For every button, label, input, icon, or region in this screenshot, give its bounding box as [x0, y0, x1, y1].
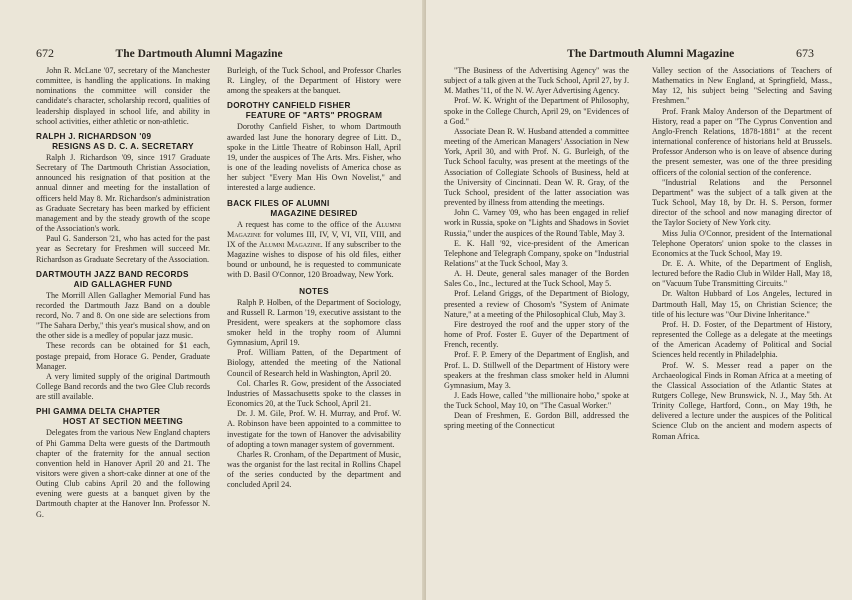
note-item: Col. Charles R. Gow, president of the Associated Industries of Massachusetts spoke to the classes in Economics 20, at the Tuck School, April 21.: [227, 378, 401, 409]
note-item: Prof. F. P. Emery of the Department of English, and Prof. L. D. Stillwell of the Department of History were speakers at the freshman class smoker held in Alumni Gymnasium, May 3.: [444, 350, 629, 390]
note-item: "Industrial Relations and the Personnel Department" was the subject of a talk given at the Tuck School, May 18, by Dr. H. S. Person, former director of the school and now managing director of the Taylor Society of New York city.: [652, 177, 832, 228]
left-running-head: [36, 46, 392, 61]
note-item: Prof. Leland Griggs, of the Department of Biology, presented a review of Chosom's "System of Animate Nature," at a meeting of the Philosophical Club, May 3.: [444, 289, 629, 319]
note-item: Dr. Walton Hubbard of Los Angeles, lectured in Dartmouth Hall, May 15, on Christian Science; the title of his lecture was "Our Divine Inheritance.": [652, 289, 832, 319]
section-heading: DARTMOUTH JAZZ BAND RECORDS AID GALLAGHER FUND: [36, 269, 189, 289]
note-item: A. H. Deute, general sales manager of the Borden Sales Co., Inc., lectured at the Tuck School, May 5.: [444, 269, 629, 289]
note-item: Charles R. Cronham, of the Department of Music, was the organist for the last recital in Rollins Chapel of the series conducted by the department and concluded April 24.: [227, 449, 401, 490]
note-item: Dean of Freshmen, E. Gordon Bill, addressed the spring meeting of the Connecticut: [444, 411, 629, 431]
right-column-1: [444, 66, 629, 432]
left-column-1: [36, 66, 210, 520]
article-paragraph: Ralph J. Richardson '09, since 1917 Graduate Secretary of The Dartmouth Christian Association, announced his resignation of that position at the annual dinner and meeting for the installation of officers held May 8. Mr. Richardson's administration as Graduate Secretary has been marked by efficient management and by the steady growth of the scope of the Association's work.: [36, 152, 210, 234]
note-item: Dr. J. M. Gile, Prof. W. H. Murray, and Prof. W. A. Robinson have been appointed to a committee to investigate for the town of Hanover the advisability of adopting a town manager system of government.: [227, 409, 401, 449]
note-item: Ralph P. Holben, of the Department of Sociology, and Russell R. Larmon '19, executive assistant to the President, were speakers at the sophomore class smoker held in the trophy room of Alumni Gymnasium, April 19.: [227, 297, 401, 348]
article-paragraph: These records can be obtained for $1 each, postage prepaid, from Horace G. Pender, Graduate Manager.: [36, 341, 210, 371]
article-paragraph: A request has come to the office of the Alumni Magazine for volumes III, IV, V, VI, VII, VIII, and IX of the Alumni Magazine. If any subscriber to the Magazine wishes to dispose of his old files, either bound or unbound, he is requested to communicate with D. Basil O'Connor, 120 Broadway, New York.: [227, 219, 401, 280]
note-item: J. Eads Howe, called "the millionaire hobo," spoke at the Tuck School, May 10, on "The Casual Worker.": [444, 391, 629, 411]
article-paragraph: A very limited supply of the original Dartmouth College Band records and the two Glee Club records are still available.: [36, 371, 210, 402]
article-paragraph: Delegates from the various New England chapters of Phi Gamma Delta were guests of the Dartmouth chapter of the fraternity for the annual section convention held in Hanover April 20 and 21. The visitors were given a short-cake dinner at one of the Outing Club cabins April 20 and the following evening were guests at a banquet given by the Dartmouth chapter at the Hanover Inn. Professor N. G.: [36, 428, 210, 519]
note-item: Prof. Frank Maloy Anderson of the Department of History, read a paper on "The Cyprus Convention and Anglo-French Relations, 1878-1881" at the recent international conference of historians held at Brussels. Professor Anderson who is on leave of absence during the present semester, was one of the three presiding officers of the colonial section of the conference.: [652, 106, 832, 177]
article-paragraph: Burleigh, of the Tuck School, and Professor Charles R. Lingley, of the Department of History were among the speakers at the banquet.: [227, 66, 401, 96]
notes-heading: NOTES: [299, 286, 329, 296]
article-paragraph: John R. McLane '07, secretary of the Manchester committee, is handling the applications. In making nominations the committee will consider the candidate's character, scholarship record, qualities of leadership displayed in school life, and ability in school activities, either athletic or non-athletic.: [36, 66, 210, 126]
right-magazine-title: The Dartmouth Alumni Magazine: [567, 48, 735, 60]
note-item: John C. Varney '09, who has been engaged in relief work in Russia, spoke on "Lights and Shadows in Soviet Russia," under the auspices of the Round Table, May 3.: [444, 208, 629, 238]
right-page: [426, 0, 852, 600]
left-magazine-title: The Dartmouth Alumni Magazine: [115, 48, 283, 60]
note-item: Valley section of the Associations of Teachers of Mathematics in New England, at Springfield, Mass., May 12, his subject being "Selecting and Saving Freshmen.": [652, 66, 832, 106]
note-item: Prof. William Patten, of the Department of Biology, attended the meeting of the National Council of Research held in Washington, April 20.: [227, 348, 401, 378]
section-heading: RALPH J. RICHARDSON '09 RESIGNS AS D. C. A. SECRETARY: [36, 131, 194, 151]
right-page-number: 673: [796, 46, 814, 60]
note-item: Dr. E. A. White, of the Department of English, lectured before the Radio Club in Wilder Hall, May 18, on "Vacuum Tube Transmitting Circuits.": [652, 258, 832, 289]
article-paragraph: Dorothy Canfield Fisher, to whom Dartmouth awarded last June the honorary degree of Litt. D., spoke in the Little Theatre of Robinson Hall, April 19, under the auspices of The Arts. Mrs. Fisher, who is one of the leading novelists of America chose as her subject "Every Man His Own Novelist," and interested a large audience.: [227, 122, 401, 193]
section-heading: PHI GAMMA DELTA CHAPTER HOST AT SECTION MEETING: [36, 407, 184, 427]
left-column-2: [227, 66, 401, 490]
note-item: Prof. H. D. Foster, of the Department of History, represented the College as a delegate at the meetings of the American Academy of Political and Social Sciences held recently in Philadelphia.: [652, 319, 832, 360]
note-item: Associate Dean R. W. Husband attended a committee meeting of the American Managers' Association in New York, April 30, and with Prof. N. G. Burleigh, of the Tuck School faculty, was present at the meetings of the Association of Collegiate Schools of Business, held at the University of Cincinnati. Dean W. R. Gray, of the Tuck School, president of the latter association was prevented by illness from attending the meetings.: [444, 126, 629, 208]
right-column-2: [652, 66, 832, 442]
section-heading: DOROTHY CANFIELD FISHER FEATURE OF "ARTS" PROGRAM: [227, 101, 383, 121]
note-item: Prof. W. K. Wright of the Department of Philosophy, spoke in the College Church, April 29, on "Evidences of a God.": [444, 96, 629, 126]
section-heading: BACK FILES OF ALUMNI MAGAZINE DESIRED: [227, 198, 358, 218]
article-paragraph: Paul G. Sanderson '21, who has acted for the past year as Secretary for Freshmen will succeed Mr. Richardson as Graduate Secretary of the Association.: [36, 234, 210, 264]
note-item: "The Business of the Advertising Agency" was the subject of a talk given at the Tuck School, April 27, by J. M. Mathes '11, of the N. W. Ayer Advertising Agency.: [444, 66, 629, 96]
note-item: Prof. W. S. Messer read a paper on the Archaeological Finds in Roman Africa at a meeting of the Classical Association of the Atlantic States at Rutgers College, New Brunswick, N. J., May 5th. At Trinity College, Hartford, Conn., on May 19th, he delivered a lecture under the auspices of the Political Science Club on the ancient and modern aspects of Roman Africa.: [652, 360, 832, 441]
note-item: E. K. Hall '92, vice-president of the American Telephone and Telegraph Company, spoke on "Industrial Relations" at the Tuck School, May 3.: [444, 238, 629, 268]
note-item: Miss Julia O'Connor, president of the International Telephone Operators' union spoke to the classes in Economics at the Tuck School, May 19.: [652, 228, 832, 258]
left-page-number: 672: [36, 46, 54, 60]
note-item: Fire destroyed the roof and the upper story of the home of Prof. Foster E. Guyer of the Department of French, recently.: [444, 319, 629, 350]
article-paragraph: The Morrill Allen Gallagher Memorial Fund has recorded the Dartmouth Jazz Band on a double record, No. 7 and 8. On one side are selections from "The Sahara Derby," this year's musical show, and on the other side is a medley of popular jazz music.: [36, 290, 210, 341]
right-running-head: [444, 46, 814, 61]
